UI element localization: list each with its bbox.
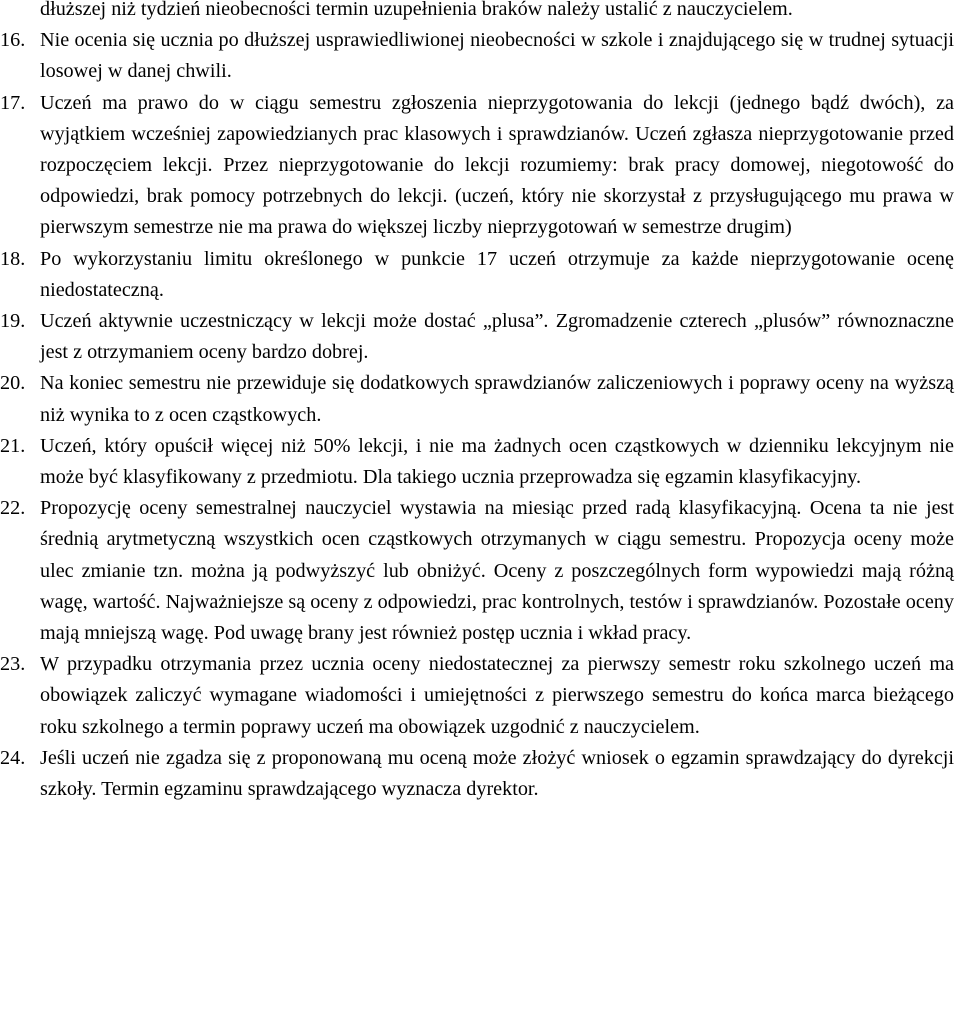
item-text: Jeśli uczeń nie zgadza się z proponowaną mu oceną może złożyć wniosek o egzamin sprawdzający do dyrekcji szkoły. Termin egzaminu sprawdzającego wyznacza dyrektor. (40, 746, 954, 801)
item-number: 19. (0, 310, 26, 333)
item-number: 18. (0, 247, 26, 270)
item-text: Nie ocenia się ucznia po dłuższej usprawiedliwionej nieobecności w szkole i znajdującego się w trudnej sytuacji losowej w danej chwili. (40, 29, 954, 83)
item-number: 24. (0, 746, 26, 769)
continuation-paragraph: dłuższej niż tydzień nieobecności termin uzupełnienia braków należy ustalić z nauczycielem. (40, 0, 793, 20)
list-item-19 (0, 306, 954, 368)
list-item-21 (0, 431, 954, 493)
item-number: 21. (0, 434, 26, 457)
list-item-17 (0, 88, 954, 244)
list-item-22 (0, 493, 954, 649)
item-number: 17. (0, 91, 26, 114)
list-item-24 (0, 743, 954, 805)
item-text: Uczeń ma prawo do w ciągu semestru zgłoszenia nieprzygotowania do lekcji (jednego bądź dwóch), za wyjątkiem wcześniej zapowiedzianych prac klasowych i sprawdzianów. Uczeń zgłasza nieprzygotowanie przed rozpoczęciem lekcji. Przez nieprzygotowanie do lekcji rozumiemy: brak pracy domowej, niegotowość do odpowiedzi, brak pomocy potrzebnych do lekcji. (uczeń, który nie skorzystał z przysługującego mu prawa w pierwszym semestrze nie ma prawa do większej liczby nieprzygotowań w semestrze drugim) (40, 91, 954, 239)
item-number: 23. (0, 653, 26, 676)
item-text: W przypadku otrzymania przez ucznia oceny niedostatecznej za pierwszy semestr roku szkolnego uczeń ma obowiązek zaliczyć wymagane wiadomości i umiejętności z pierwszego semestru do końca marca bieżącego roku szkolnego a termin poprawy uczeń ma obowiązek uzgodnić z nauczycielem. (40, 653, 954, 738)
list-item-16 (0, 25, 954, 87)
item-text: Propozycję oceny semestralnej nauczyciel wystawia na miesiąc przed radą klasyfikacyjną. Ocena ta nie jest średnią arytmetyczną wszystkich ocen cząstkowych otrzymanych w ciągu semestru. Propozycja oceny może ulec zmianie tzn. można ją podwyższyć lub obniżyć. Oceny z poszczególnych form wypowiedzi mają różną wagę, wartość. Najważniejsze są oceny z odpowiedzi, prac kontrolnych, testów i sprawdzianów. Pozostałe oceny mają mniejszą wagę. Pod uwagę brany jest również postęp ucznia i wkład pracy. (40, 497, 954, 645)
item-text: Uczeń aktywnie uczestniczący w lekcji może dostać „plusa”. Zgromadzenie czterech „plusów” równoznaczne jest z otrzymaniem oceny bardzo dobrej. (40, 310, 954, 364)
item-number: 16. (0, 29, 26, 52)
item-number: 22. (0, 497, 26, 520)
list-item-20 (0, 368, 954, 430)
item-text: Po wykorzystaniu limitu określonego w punkcie 17 uczeń otrzymuje za każde nieprzygotowanie ocenę niedostateczną. (40, 247, 954, 301)
item-number: 20. (0, 372, 26, 395)
item-text: Na koniec semestru nie przewiduje się dodatkowych sprawdzianów zaliczeniowych i poprawy oceny na wyższą niż wynika to z ocen cząstkowych. (40, 372, 954, 426)
item-text: Uczeń, który opuścił więcej niż 50% lekcji, i nie ma żadnych ocen cząstkowych w dzienniku lekcyjnym nie może być klasyfikowany z przedmiotu. Dla takiego ucznia przeprowadza się egzamin klasyfikacyjny. (40, 434, 954, 489)
list-item-18 (0, 244, 954, 306)
list-item-23 (0, 649, 954, 743)
